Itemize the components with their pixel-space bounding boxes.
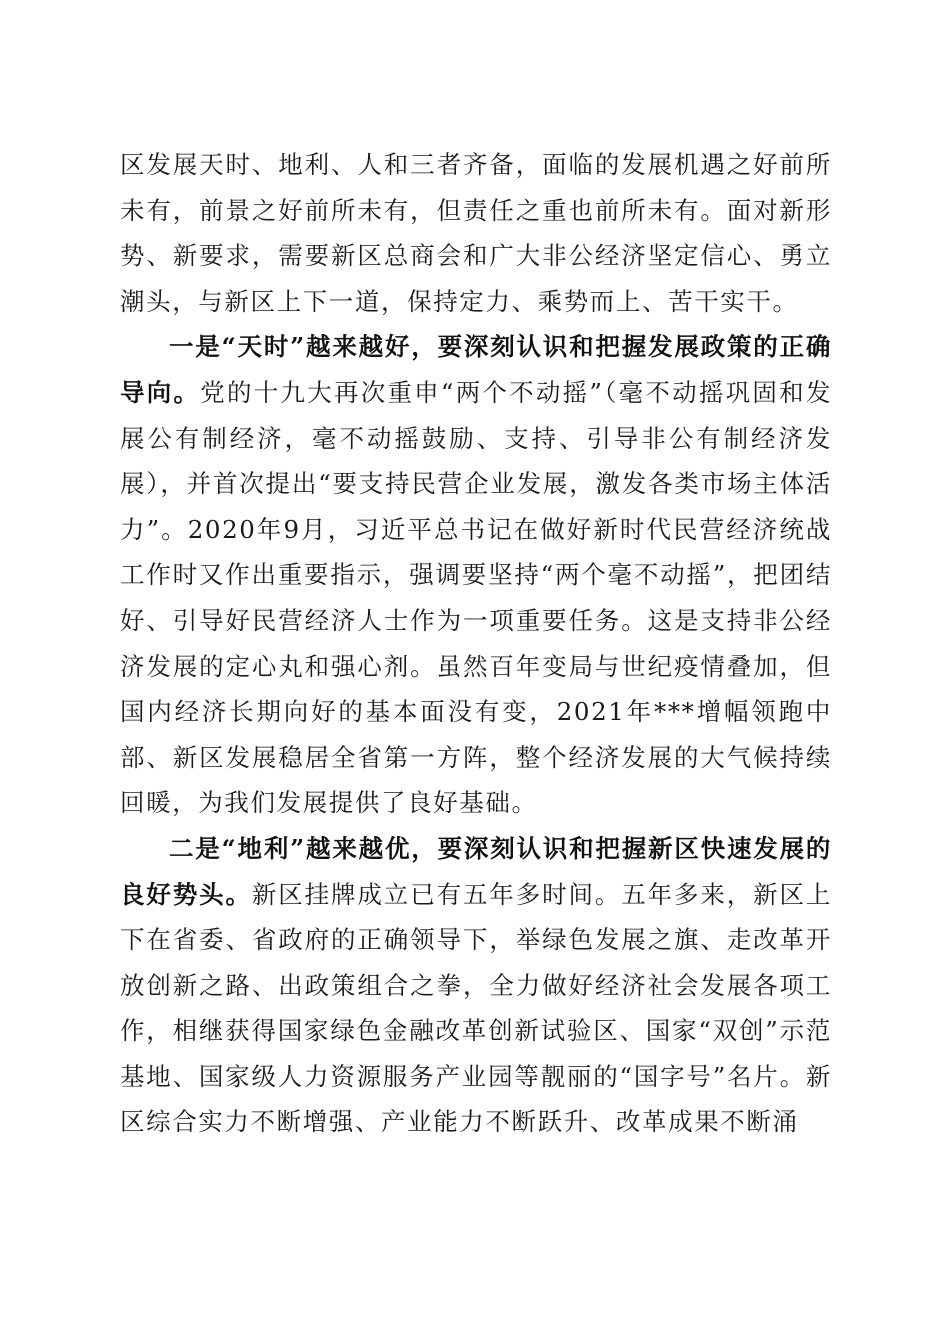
- paragraph-continuation: [120, 142, 832, 324]
- paragraph-dili: [120, 826, 832, 1145]
- paragraph-body-text: 新区挂牌成立已有五年多时间。五年多来，新区上下在省委、省政府的正确领导下，举绿色发展之旗、走改革开放创新之路、出政策组合之拳，全力做好经济社会发展各项工作，相继获得国家绿色金融改革创新试验区、国家“双创”示范基地、国家级人力资源服务产业园等靓丽的“国字号”名片。新区综合实力不断增强、产业能力不断跃升、改革成果不断涌: [120, 879, 832, 1137]
- paragraph-tianshi: [120, 324, 832, 826]
- document-body: [120, 142, 832, 1145]
- paragraph-body-text: 党的十九大再次重申“两个不动摇”（毫不动摇巩固和发展公有制经济，毫不动摇鼓励、支持、引导非公有制经济发展），并首次提出“要支持民营企业发展，激发各类市场主体活力”。2020年9月，习近平总书记在做好新时代民营经济统战工作时又作出重要指示，强调要坚持“两个毫不动摇”，把团结好、引导好民营经济人士作为一项重要任务。这是支持非公经济发展的定心丸和强心剂。虽然百年变局与世纪疫情叠加，但国内经济长期向好的基本面没有变，2021年***增幅领跑中部、新区发展稳居全省第一方阵，整个经济发展的大气候持续回暖，为我们发展提供了良好基础。: [120, 377, 832, 818]
- paragraph-lead-heading: 一是“天时”越来越好，要深刻认识和把握发展政策的正确导向。: [120, 332, 832, 407]
- paragraph-lead-heading: 二是“地利”越来越优，要深刻认识和把握新区快速发展的良好势头。: [120, 833, 832, 909]
- paragraph-body-text: 区发展天时、地利、人和三者齐备，面临的发展机遇之好前所未有，前景之好前所未有，但责任之重也前所未有。面对新形势、新要求，需要新区总商会和广大非公经济坚定信心、勇立潮头，与新区上下一道，保持定力、乘势而上、苦干实干。: [120, 150, 832, 316]
